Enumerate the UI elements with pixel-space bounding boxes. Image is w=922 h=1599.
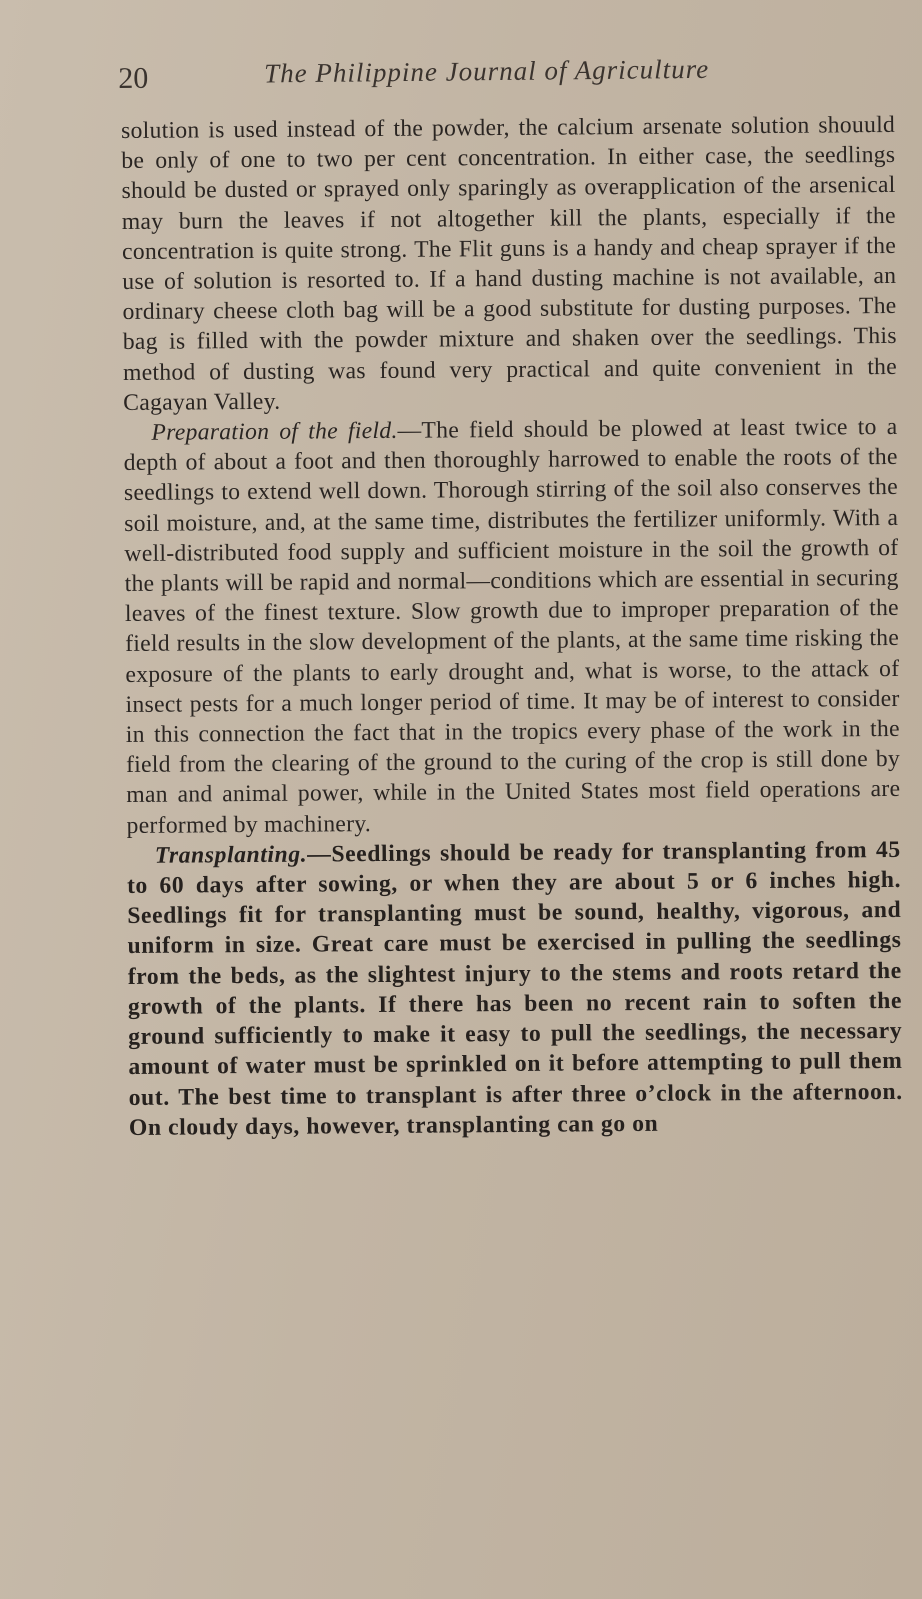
- paragraph-pest-control: [121, 110, 897, 418]
- paragraph-text: —Seedlings should be ready for transplanting from 45 to 60 days after sowing, or when they are about 5 or 6 inches high. Seedlings fit for transplanting must be sound, healthy, vigorous, and uniform in size. Great care must be exercised in pulling the seedlings from the beds, as the slightest injury to the stems and roots retard the growth of the plants. If there has been no recent rain to soften the ground sufficiently to make it easy to pull the seedlings, the necessary amount of water must be sprinkled on it before attempting to pull them out. The best time to transplant is after three o’clock in the afternoon. On cloudy days, however, transplanting can go on: [126, 836, 903, 1141]
- page-number: 20: [118, 61, 149, 95]
- running-title: The Philippine Journal of Agriculture: [264, 53, 710, 89]
- body-text: [121, 110, 903, 1143]
- paragraph-text: —The field should be plowed at least twice to a depth of about a foot and then thoroughly harrowed to enable the roots of the seedlings to extend well down. Thorough stirring of the soil also conserves the soil moisture, and, at the same time, distributes the fertilizer uniformly. With a well-distributed food supply and sufficient moisture in the soil the growth of the plants will be rapid and normal—conditions which are essential in securing leaves of the finest texture. Slow growth due to improper preparation of the field results in the slow development of the plants, at the same time risking the exposure of the plants to early drought and, what is worse, to the attack of insect pests for a much longer period of time. It may be of interest to consider in this connection the fact that in the tropics every phase of the work in the field from the clearing of the ground to the curing of the crop is still done by man and animal power, while in the United States most field operations are performed by machinery.: [123, 413, 901, 839]
- section-heading-transplanting: Transplanting.: [154, 841, 308, 869]
- paragraph-text: solution is used instead of the powder, the calcium arsenate solution shouuld be only of one to two per cent concentration. In either case, the seedlings should be dusted or sprayed only sparingly as overapplication of the arsenical may burn the leaves if not altogether kill the plants, especially if the concentration is quite strong. The Flit guns is a handy and cheap sprayer if the use of solution is resorted to. If a hand dusting machine is not available, an ordinary cheese cloth bag will be a good substitute for dusting purposes. The bag is filled with the powder mixture and shaken over the seedlings. This method of dusting was found very practical and quite convenient in the Cagayan Valley.: [121, 111, 898, 416]
- paragraph-transplanting: [127, 835, 903, 1143]
- paragraph-preparation-of-field: [123, 412, 900, 841]
- page-header: [118, 50, 898, 102]
- section-heading-preparation: Preparation of the field.: [151, 417, 398, 446]
